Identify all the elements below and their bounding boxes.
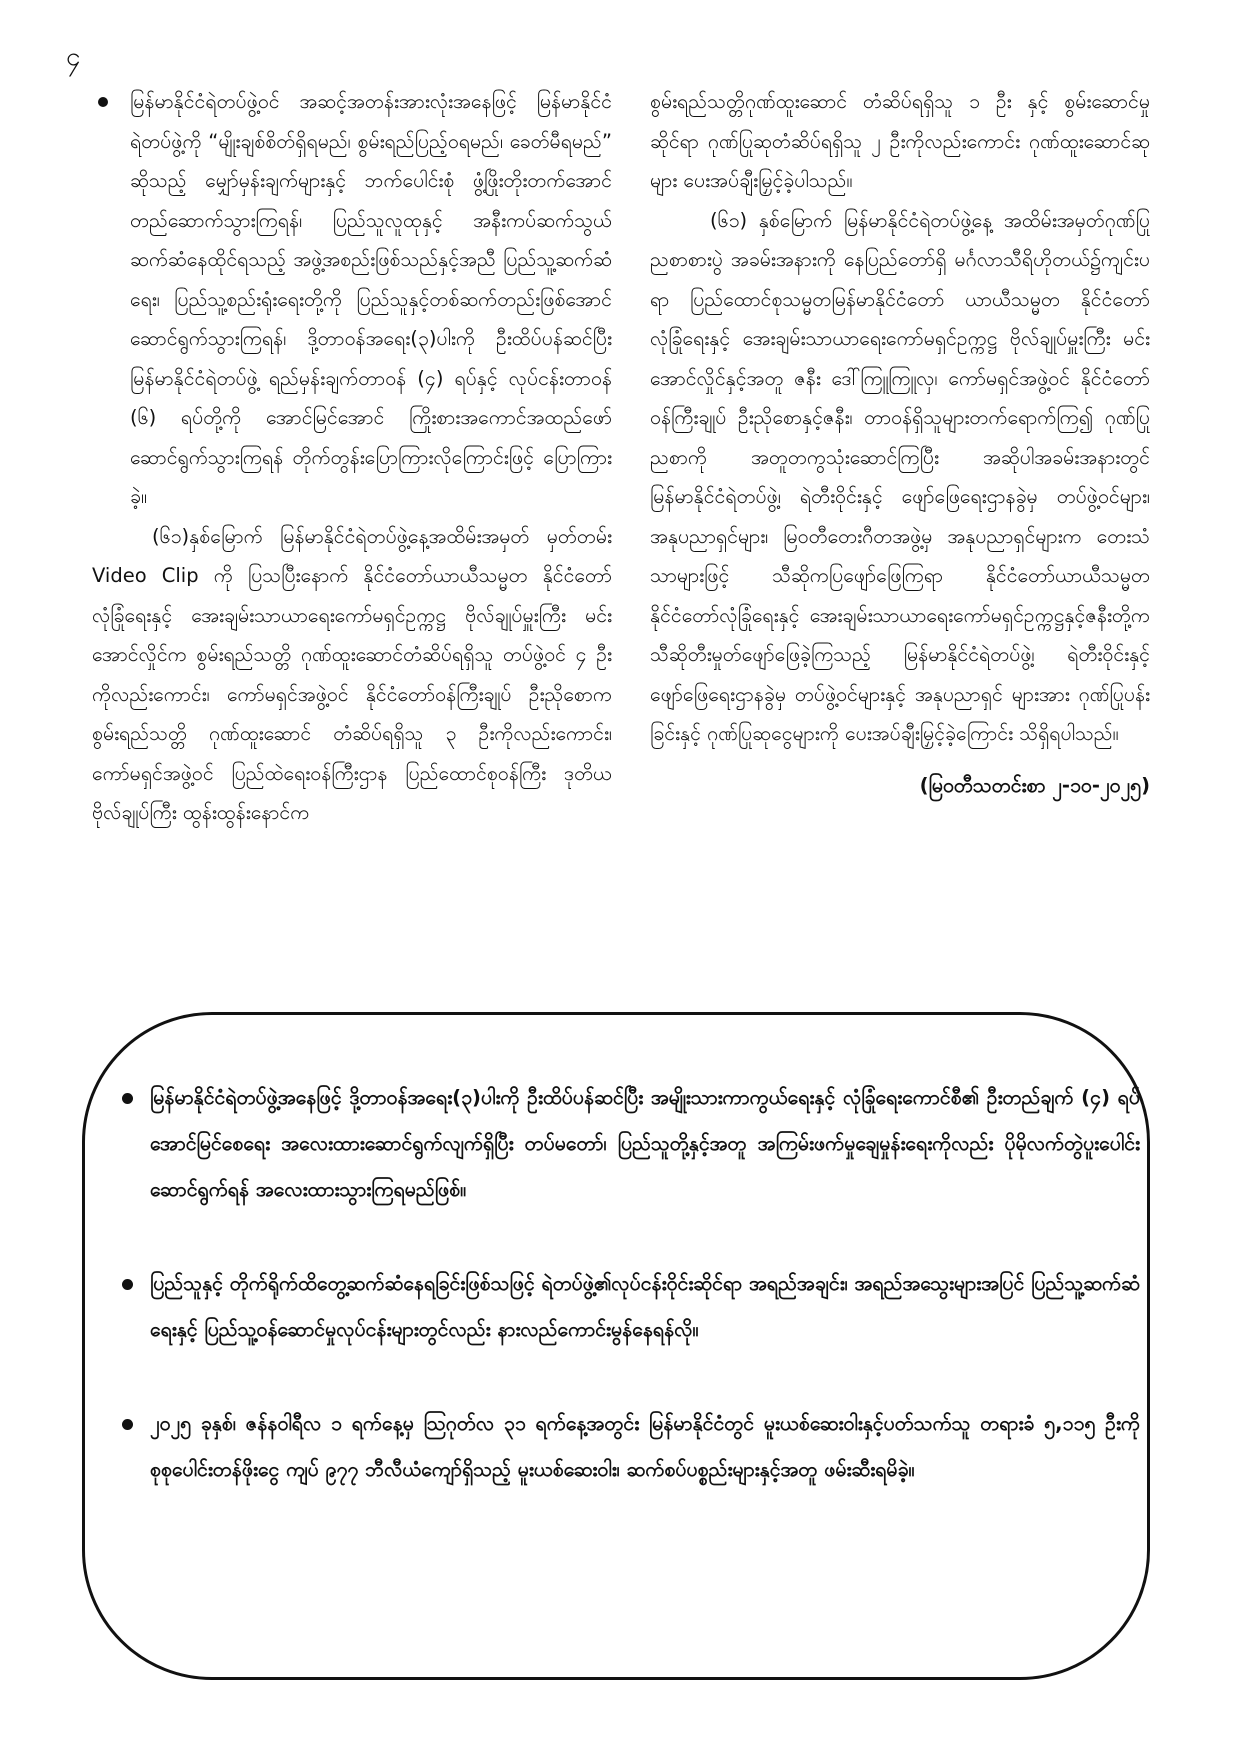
bullet-paragraph bbox=[92, 82, 612, 517]
source-citation: (မြဝတီသတင်းစာ ၂-၁၀-၂၀၂၅) bbox=[919, 773, 1150, 797]
bullet-dot-icon bbox=[122, 1093, 133, 1104]
summary-item-3 bbox=[110, 1401, 1140, 1493]
bullet-dot-icon bbox=[98, 97, 108, 107]
right-paragraph-1: စွမ်းရည်သတ္တိဂုဏ်ထူးဆောင် တံဆိပ်ရရှိသူ ၁ ဦး နှင့် စွမ်းဆောင်မှုဆိုင်ရာ ဂုဏ်ပြုဆုတံဆိပ်ရရှိသူ ၂ ဦးကိုလည်းကောင်း ဂုဏ်ထူးဆောင်ဆုများ ပေးအပ်ချီးမြှင့်ခဲ့ပါသည်။ bbox=[650, 90, 1150, 192]
summary-item-text: မြန်မာနိုင်ငံရဲတပ်ဖွဲ့အနေဖြင့် ဒို့တာဝန်အရေး(၃)ပါးကို ဦးထိပ်ပန်ဆင်ပြီး အမျိုးသားကာကွယ်ရေးနှင့် လုံခြုံရေးကောင်စီ၏ ဦးတည်ချက် (၄) ရပ် အောင်မြင်စေရေး အလေးထားဆောင်ရွက်လျက်ရှိပြီး တပ်မတော်၊ ပြည်သူတို့နှင့်အတူ အကြမ်းဖက်မှုချေမှုန်းရေးကိုလည်း ပိုမိုလက်တွဲပူးပေါင်းဆောင်ရွက်ရန် အလေးထားသွားကြရမည်ဖြစ်။ bbox=[150, 1086, 1140, 1201]
right-column bbox=[650, 82, 1150, 805]
bullet-dot-icon bbox=[122, 1419, 133, 1430]
summary-list bbox=[110, 1075, 1140, 1541]
summary-item-2 bbox=[110, 1261, 1140, 1353]
summary-item-text: ၂၀၂၅ ခုနှစ်၊ ဇန်နဝါရီလ ၁ ရက်နေ့မှ ဩဂုတ်လ ၃၁ ရက်နေ့အတွင်း မြန်မာနိုင်ငံတွင် မူးယစ်ဆေးဝါးနှင့်ပတ်သက်သူ တရားခံ ၅,၁၁၅ ဦးကို စုစုပေါင်းတန်ဖိုးငွေ ကျပ် ၉၇၇ ဘီလီယံကျော်ရှိသည့် မူးယစ်ဆေးဝါး၊ ဆက်စပ်ပစ္စည်းများနှင့်အတူ ဖမ်းဆီးရမိခဲ့။ bbox=[150, 1412, 1140, 1481]
summary-item-1 bbox=[110, 1075, 1140, 1213]
right-paragraph-2: (၆၁) နှစ်မြောက် မြန်မာနိုင်ငံရဲတပ်ဖွဲ့နေ့ အထိမ်းအမှတ်ဂုဏ်ပြုညစာစားပွဲ အခမ်းအနားကို နေပြည်တော်ရှိ မင်္ဂလာသီရိဟိုတယ်၌ကျင်းပရာ ပြည်ထောင်စုသမ္မတမြန်မာနိုင်ငံတော် ယာယီသမ္မတ နိုင်ငံတော်လုံခြုံရေးနှင့် အေးချမ်းသာယာရေးကော်မရှင်ဥက္ကဋ္ဌ ဗိုလ်ချုပ်မှူးကြီး မင်းအောင်လှိုင်နှင့်အတူ ဇနီး ဒေါ်ကြူကြူလှ၊ ကော်မရှင်အဖွဲ့ဝင် နိုင်ငံတော်ဝန်ကြီးချုပ် ဦးညိုစောနှင့်ဇနီး၊ တာဝန်ရှိသူများတက်ရောက်ကြ၍ ဂုဏ်ပြုညစာကို အတူတကွသုံးဆောင်ကြပြီး အဆိုပါအခမ်းအနားတွင် မြန်မာနိုင်ငံရဲတပ်ဖွဲ့၊ ရဲတီးဝိုင်းနှင့် ဖျော်ဖြေရေးဌာနခွဲမှ တပ်ဖွဲ့ဝင်များ၊ အနုပညာရှင်များ၊ မြဝတီတေးဂီတအဖွဲ့မှ အနုပညာရှင်များက တေးသံသာများဖြင့် သီဆိုကပြဖျော်ဖြေကြရာ နိုင်ငံတော်ယာယီသမ္မတ နိုင်ငံတော်လုံခြုံရေးနှင့် အေးချမ်းသာယာရေးကော်မရှင်ဥက္ကဋ္ဌနှင့်ဇနီးတို့က သီဆိုတီးမှုတ်ဖျော်ဖြေခဲ့ကြသည့် မြန်မာနိုင်ငံရဲတပ်ဖွဲ့၊ ရဲတီးဝိုင်းနှင့် ဖျော်ဖြေရေးဌာနခွဲမှ တပ်ဖွဲ့ဝင်များနှင့် အနုပညာရှင် များအား ဂုဏ်ပြုပန်းခြင်းနှင့် ဂုဏ်ပြုဆုငွေများကို ပေးအပ်ချီးမြှင့်ခဲ့ကြောင်း သိရှိရပါသည်။ bbox=[650, 208, 1150, 745]
bullet-dot-icon bbox=[122, 1279, 133, 1290]
summary-item-text: ပြည်သူနှင့် တိုက်ရိုက်ထိတွေ့ဆက်ဆံနေရခြင်းဖြစ်သဖြင့် ရဲတပ်ဖွဲ့၏လုပ်ငန်းဝိုင်းဆိုင်ရာ အရည်အချင်း၊ အရည်အသွေးများအပြင် ပြည်သူ့ဆက်ဆံရေးနှင့် ပြည်သူ့ဝန်ဆောင်မှုလုပ်ငန်းများတွင်လည်း နားလည်ကောင်းမွန်နေရန်လို။ bbox=[150, 1272, 1140, 1341]
left-paragraph-2: (၆၁)နှစ်မြောက် မြန်မာနိုင်ငံရဲတပ်ဖွဲ့နေ့အထိမ်းအမှတ် မှတ်တမ်း Video Clip ကို ပြသပြီးနောက် နိုင်ငံတော်ယာယီသမ္မတ နိုင်ငံတော်လုံခြုံရေးနှင့် အေးချမ်းသာယာရေးကော်မရှင်ဥက္ကဋ္ဌ ဗိုလ်ချုပ်မှူးကြီး မင်းအောင်လှိုင်က စွမ်းရည်သတ္တိ ဂုဏ်ထူးဆောင်တံဆိပ်ရရှိသူ တပ်ဖွဲ့ဝင် ၄ ဦးကိုလည်းကောင်း၊ ကော်မရှင်အဖွဲ့ဝင် နိုင်ငံတော်ဝန်ကြီးချုပ် ဦးညိုစောက စွမ်းရည်သတ္တိ ဂုဏ်ထူးဆောင် တံဆိပ်ရရှိသူ ၃ ဦးကိုလည်းကောင်း၊ ကော်မရှင်အဖွဲ့ဝင် ပြည်ထဲရေးဝန်ကြီးဌာန ပြည်ထောင်စုဝန်ကြီး ဒုတိယဗိုလ်ချုပ်ကြီး ထွန်းထွန်းနောင်က bbox=[92, 524, 612, 824]
left-column bbox=[92, 82, 612, 833]
page-number: ၄ bbox=[66, 42, 81, 72]
bullet-paragraph-text: မြန်မာနိုင်ငံရဲတပ်ဖွဲ့ဝင် အဆင့်အတန်းအားလုံးအနေဖြင့် မြန်မာနိုင်ငံရဲတပ်ဖွဲ့ကို “မျိုးချစ်စိတ်ရှိရမည်၊ စွမ်းရည်ပြည့်ဝရမည်၊ ခေတ်မီရမည်” ဆိုသည့် မျှော်မှန်းချက်များနှင့် ဘက်ပေါင်းစုံ ဖွံ့ဖြိုးတိုးတက်အောင် တည်ဆောက်သွားကြရန်၊ ပြည်သူလူထုနှင့် အနီးကပ်ဆက်သွယ် ဆက်ဆံနေထိုင်ရသည့် အဖွဲ့အစည်းဖြစ်သည်နှင့်အညီ ပြည်သူ့ဆက်ဆံရေး၊ ပြည်သူ့စည်းရုံးရေးတို့ကို ပြည်သူနှင့်တစ်ဆက်တည်းဖြစ်အောင် ဆောင်ရွက်သွားကြရန်၊ ဒို့တာဝန်အရေး(၃)ပါးကို ဦးထိပ်ပန်ဆင်ပြီး မြန်မာနိုင်ငံရဲတပ်ဖွဲ့ ရည်မှန်းချက်တာဝန် (၄) ရပ်နှင့် လုပ်ငန်းတာဝန် (၆) ရပ်တို့ကို အောင်မြင်အောင် ကြိုးစားအကောင်အထည်ဖော် ဆောင်ရွက်သွားကြရန် တိုက်တွန်းပြောကြားလိုကြောင်းဖြင့် ပြောကြားခဲ့။ bbox=[130, 90, 612, 508]
